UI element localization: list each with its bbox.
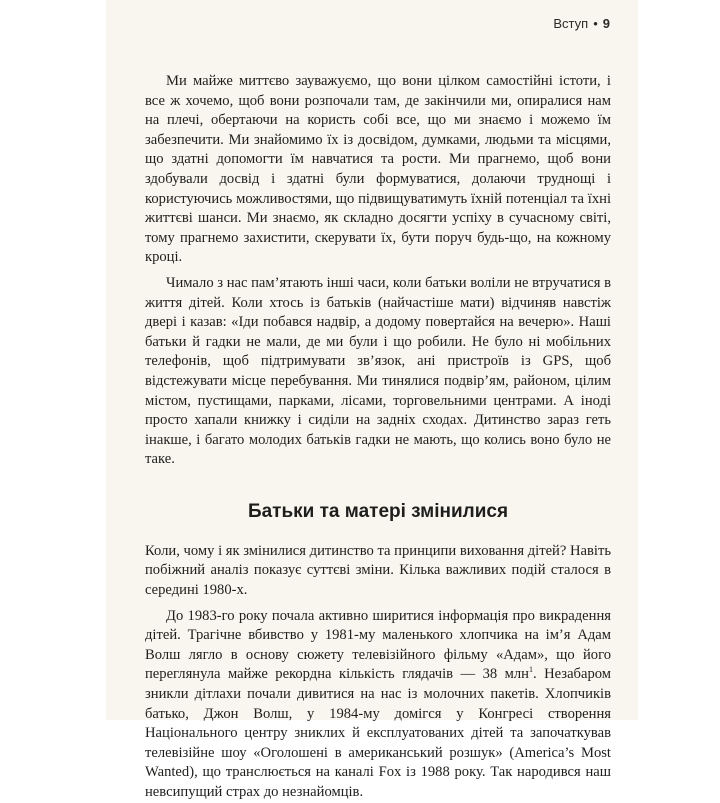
paragraph-text: . Незабаром зникли дітлахи почали дивитися на нас із молочних пакетів. Хлопчиків батько, Джон Волш, у 1984-му домігся у Конгресі створення Національного центру зниклих й експлуатованих дітей та започаткував телевізійне шоу «Оголошені в американський розшук» (America’s Most Wanted), що транслюється на каналі Fox із 1988 року. Так народився наш невсипущий страх до незнайомців. <box>145 666 611 800</box>
body-paragraph <box>145 607 611 803</box>
footnote-marker: 1 <box>528 665 533 675</box>
page-body <box>145 72 611 803</box>
page-number: 9 <box>602 16 610 31</box>
section-gap <box>145 470 611 500</box>
paragraph-text: До 1983-го року почала активно ширитися інформація про викрадення дітей. Трагічне вбивство у 1981-му маленького хлопчика на ім’я Адам Волш лягло в основу сюжету телевізійного фільму «Адам», що його переглянула майже рекордна кількість глядачів — 38 млн <box>145 607 611 683</box>
section-heading: Батьки та матері змінилися <box>247 500 509 522</box>
body-paragraph: Ми майже миттєво зауважуємо, що вони цілком самостійні істоти, і все ж хочемо, щоб вони розпочали там, де закінчили ми, опиралися нам на плечі, обертаючи на користь собі все, що ми знаємо і можемо їм забезпечити. Ми знайомимо їх із досвідом, думками, людьми та місцями, що здатні допомогти їм навчатися та рости. Ми прагнемо, щоб вони здобували досвід і здатні були формуватися, долаючи труднощі і користуючись можливостями, що підвищуватимуть їхній потенціал та їхні життєві шанси. Ми знаємо, як складно досягти успіху в сучасному світі, тому прагнемо захистити, скерувати їх, бути поруч будь-що, на кожному кроці. <box>145 73 611 266</box>
body-paragraph: Коли, чому і як змінилися дитинство та принципи виховання дітей? Навіть побіжний аналіз показує суттєві зміни. Кілька важливих подій сталося в середині 1980-х. <box>145 542 611 599</box>
body-paragraph: Чимало з нас пам’ятають інші часи, коли батьки воліли не втручатися в життя дітей. Коли хтось із батьків (найчастіше мати) відчиняв навстіж двері і казав: «Іди побався надвір, а додому повертайся на вечерю». Наші батьки й гадки не мали, де ми були і що робили. Не було ні мобільних телефонів, щоб підтримувати зв’язок, ані пристроїв із GPS, щоб відстежувати місце перебування. Ми тинялися подвір’ям, районом, цілим містом, пустищами, парками, лісами, торговельними центрами. А іноді просто хапали книжку і сиділи на задніх сходах. Дитинство зараз геть інакше, і багато молодих батьків гадки не мають, що колись воно було не таке. <box>145 274 611 468</box>
running-head <box>553 16 610 31</box>
running-head-separator: • <box>593 16 598 31</box>
book-page <box>106 0 638 800</box>
running-head-section: Вступ <box>553 16 589 31</box>
